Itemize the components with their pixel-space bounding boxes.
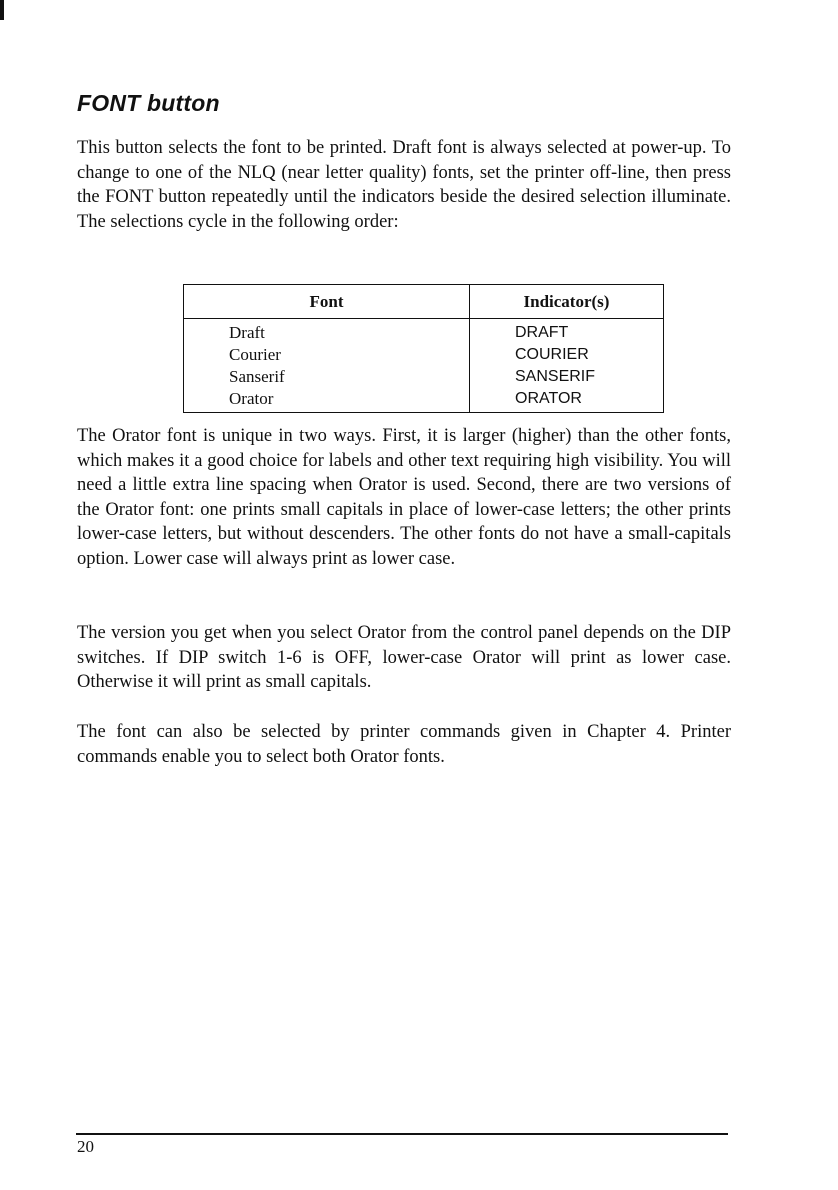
indicator-name: DRAFT: [515, 324, 569, 341]
font-name: Courier: [229, 345, 281, 364]
table-row: [184, 319, 664, 413]
intro-paragraph: This button selects the font to be printed. Draft font is always selected at power-up. To change to one of the NLQ (near letter quality) fonts, set the printer off-line, then press the FONT button repeatedly until the indicators beside the desired selection illuminate. The selections cycle in the following order:: [77, 138, 731, 232]
section-heading: FONT button: [77, 90, 220, 116]
table-header-row: [184, 285, 664, 319]
font-name: Orator: [229, 389, 274, 408]
font-name: Sanserif: [229, 367, 285, 386]
font-names-cell: [184, 319, 470, 413]
footer-rule: [76, 1133, 728, 1135]
indicator-names-cell: [470, 319, 664, 413]
font-name: Draft: [229, 323, 265, 342]
page-number: 20: [77, 1137, 94, 1156]
font-indicator-table: [183, 284, 664, 413]
indicator-name: SANSERIF: [515, 368, 596, 385]
scan-edge-mark: [0, 0, 4, 20]
indicator-name: COURIER: [515, 346, 589, 363]
indicator-name: ORATOR: [515, 390, 582, 407]
orator-paragraph: The Orator font is unique in two ways. First, it is larger (higher) than the other fonts, which makes it a good choice for labels and other text requiring high visibility. You will need a little extra line spacing when Orator is used. Second, there are two versions of the Orator font: one prints small capitals in place of lower-case letters; the other prints lower-case letters, but without descenders. The other fonts do not have a small-capitals option. Lower case will always print as lower case.: [77, 426, 731, 569]
commands-paragraph: The font can also be selected by printer commands given in Chapter 4. Printer commands enable you to select both Orator fonts.: [77, 722, 731, 767]
version-paragraph: The version you get when you select Orator from the control panel depends on the DIP switches. If DIP switch 1-6 is OFF, lower-case Orator will print as lower case. Otherwise it will print as small capitals.: [77, 623, 731, 692]
column-header-indicators: Indicator(s): [470, 285, 664, 319]
column-header-font: Font: [184, 285, 470, 319]
